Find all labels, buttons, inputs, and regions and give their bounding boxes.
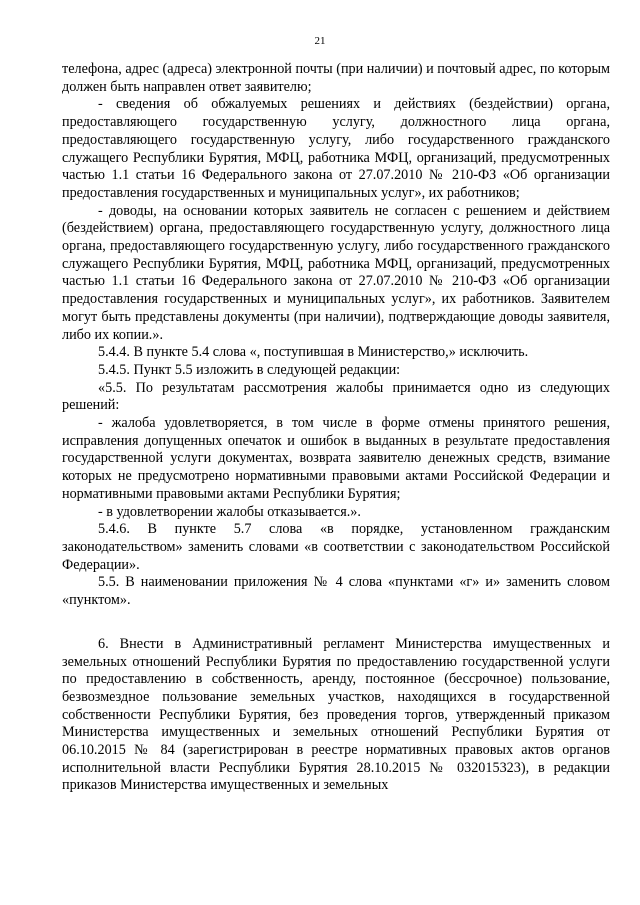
paragraph-appeal-decisions: - сведения об обжалуемых решениях и действиях (бездействии) органа, предоставляющего государственную услугу, должностного лица органа, предоставляющего государственную услугу, либо государственного гражданского служащего Республики Бурятия, МФЦ, работника МФЦ, организаций, предусмотренных частью 1.1 статьи 16 Федерального закона от 27.07.2010 № 210-ФЗ «Об организации предоставления государственных и муниципальных услуг», их работников;	[62, 96, 610, 201]
paragraph-applicant-arguments: - доводы, на основании которых заявитель не согласен с решением и действием (бездействием) органа, предоставляющего государственную услугу, должностного лица органа, предоставляющего государственную услугу, либо государственного гражданского служащего Республики Бурятия, МФЦ, работника МФЦ, организаций, предусмотренных частью 1.1 статьи 16 Федерального закона от 27.07.2010 № 210-ФЗ «Об организации предоставления государственных и муниципальных услуг», их работников. Заявителем могут быть представлены документы (при наличии), подтверждающие доводы заявителя, либо их копии.».	[62, 202, 610, 343]
paragraph-complaint-satisfied: - жалоба удовлетворяется, в том числе в форме отмены принятого решения, исправления допущенных опечаток и ошибок в выданных в результате предоставления государственной услуги документах, возврата заявителю денежных средств, взимание которых не предусмотрено нормативными правовыми актами Российской Федерации и нормативными правовыми актами Республики Бурятия;	[62, 415, 610, 502]
paragraph-6-amendment: 6. Внести в Административный регламент Министерства имущественных и земельных отношений Республики Бурятия по предоставлению государственной услуги по предоставлению в собственность, аренду, постоянное (бессрочное) пользование, безвозмездное пользование земельных участков, находящихся в государственной собственности Республики Бурятия, без проведения торгов, утвержденный приказом Министерства имущественных и земельных отношений Республики Бурятия от 06.10.2015 № 84 (зарегистрирован в реестре нормативных правовых актов органов исполнительной власти Республики Бурятия 28.10.2015 № 032015323), в редакции приказов Министерства имущественных и земельных	[62, 635, 610, 794]
page-number: 21	[314, 35, 326, 47]
paragraph-5-4-6: 5.4.6. В пункте 5.7 слова «в порядке, установленном гражданским законодательством» заменить словами «в соответствии с законодательством Российской Федерации».	[62, 521, 610, 573]
paragraph-gap	[62, 610, 610, 636]
paragraph-5-5-appendix: 5.5. В наименовании приложения № 4 слова «пунктами «г» и» заменить словом «пунктом».	[62, 574, 610, 609]
paragraph-continuation: телефона, адрес (адреса) электронной почты (при наличии) и почтовый адрес, по которым должен быть направлен ответ заявителю;	[62, 61, 610, 95]
paragraph-5-4-5: 5.4.5. Пункт 5.5 изложить в следующей редакции:	[98, 361, 401, 378]
paragraph-complaint-rejected: - в удовлетворении жалобы отказывается.».	[98, 503, 361, 520]
document-body	[62, 61, 610, 795]
paragraph-5-4-4: 5.4.4. В пункте 5.4 слова «, поступившая в Министерство,» исключить.	[98, 344, 529, 361]
paragraph-5-5-intro: «5.5. По результатам рассмотрения жалобы принимается одно из следующих решений:	[62, 379, 610, 414]
